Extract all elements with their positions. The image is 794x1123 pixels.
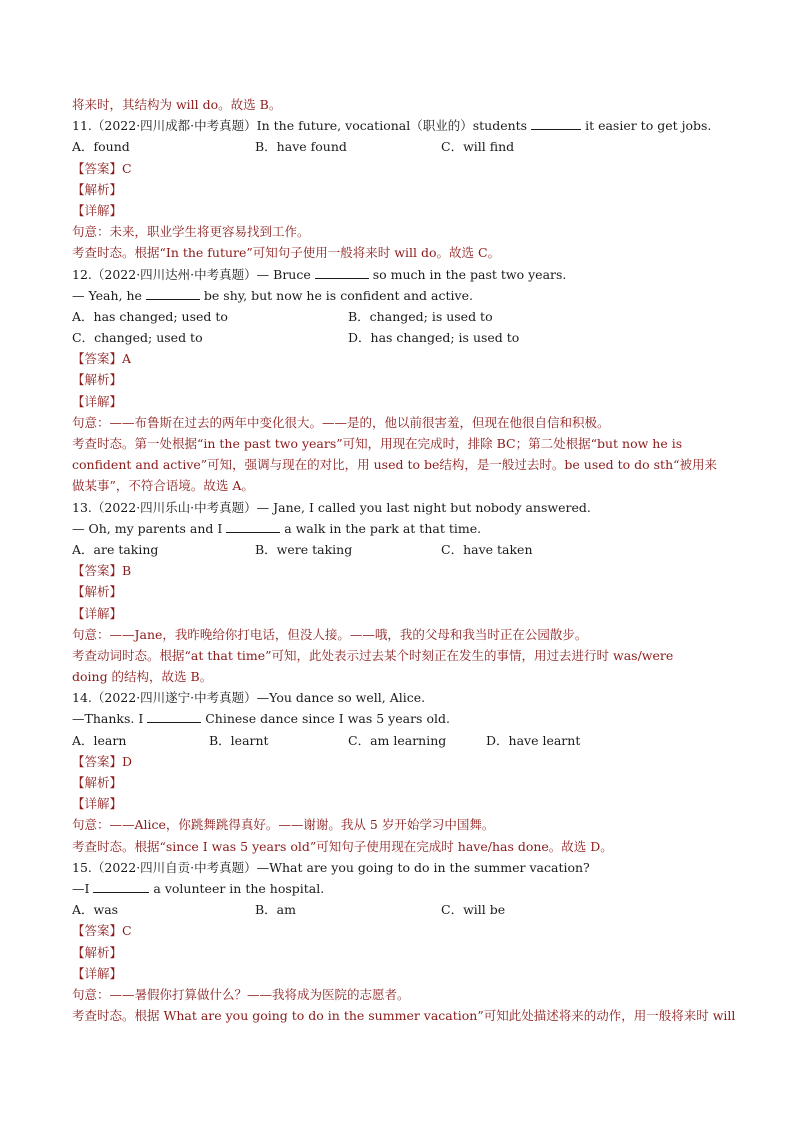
question-number: 14. (72, 690, 92, 706)
options-row (72, 730, 732, 751)
analysis-label: 【解析】 (72, 181, 123, 197)
stem-text: —You dance so well, Alice. (256, 690, 426, 706)
question-stem-2 (72, 285, 732, 306)
stem-text: —Thanks. I (72, 711, 144, 727)
option-a: A．has changed; used to (72, 308, 228, 324)
option-b: B．have found (255, 139, 347, 155)
options-row (72, 136, 732, 157)
detail-label: 【详解】 (72, 393, 123, 409)
option-a: A．learn (72, 732, 127, 748)
options-row (72, 306, 732, 327)
question-source: （2022·四川乐山·中考真题） (91, 499, 257, 515)
question-12 (72, 264, 732, 497)
explanation-line: 考查时态。根据“since I was 5 years old”可知句子使用现在完成时 have/has done。故选 D。 (72, 838, 613, 854)
question-stem-2 (72, 878, 732, 899)
explanation-line: 考查时态。第一处根据“in the past two years”可知，用现在完成时，排除 BC；第二处根据“but now he is (72, 436, 683, 451)
option-d: D．have learnt (486, 732, 581, 748)
answer-blank (531, 116, 581, 130)
stem-text: — Jane, I called you last night but nobody answered. (256, 499, 591, 515)
question-stem (72, 264, 732, 285)
detail-label: 【详解】 (72, 605, 123, 621)
meaning-text: 句意：未来，职业学生将更容易找到工作。 (72, 224, 310, 240)
question-11 (72, 115, 732, 263)
question-number: 15. (72, 859, 92, 875)
question-14 (72, 687, 732, 857)
answer-blank (93, 879, 149, 893)
analysis-label: 【解析】 (72, 944, 123, 960)
question-stem (72, 687, 732, 708)
stem-text: a walk in the park at that time. (284, 520, 482, 536)
question-stem (72, 115, 732, 136)
explanation-line: confident and active”可知，强调与现在的对比，用 used to be结构，是一般过去时。be used to do sth“被用来 (72, 457, 718, 473)
stem-text: — Bruce (256, 266, 311, 282)
option-c: C．changed; used to (72, 330, 203, 346)
stem-text: —What are you going to do in the summer vacation? (256, 859, 590, 875)
stem-text: Chinese dance since I was 5 years old. (205, 711, 450, 727)
option-a: A．are taking (72, 541, 159, 557)
stem-text: In the future, vocational（职业的）students (256, 118, 528, 134)
explanation-line: 考查时态。根据 What are you going to do in the summer vacation”可知此处描述将来的动作，用一般将来时 will (72, 1008, 736, 1024)
option-b: B．am (255, 902, 296, 918)
analysis-label: 【解析】 (72, 584, 123, 600)
answer-label: 【答案】C (72, 160, 132, 176)
stem-text: a volunteer in the hospital. (153, 880, 325, 896)
meaning-text: 句意：——Jane，我昨晚给你打电话，但没人接。——哦，我的父母和我当时正在公园散步。 (72, 626, 588, 642)
answer-blank (147, 709, 201, 723)
option-b: B．learnt (209, 732, 269, 748)
question-number: 13. (72, 499, 92, 515)
stem-text: so much in the past two years. (372, 266, 567, 282)
answer-blank (226, 519, 280, 533)
question-source: （2022·四川自贡·中考真题） (91, 859, 257, 875)
question-source: （2022·四川达州·中考真题） (91, 266, 257, 282)
options-row (72, 899, 732, 920)
option-a: A．found (72, 139, 130, 155)
meaning-text: 句意：——布鲁斯在过去的两年中变化很大。——是的，他以前很害羞，但现在他很自信和积极。 (72, 414, 610, 430)
options-row (72, 539, 732, 560)
explanation-line: 考查动词时态。根据“at that time”可知，此处表示过去某个时刻正在发生的事情，用过去进行时 was/were (72, 647, 674, 663)
analysis-label: 【解析】 (72, 372, 123, 388)
answer-label: 【答案】D (72, 753, 133, 769)
document-page (72, 94, 736, 1026)
question-15 (72, 857, 736, 1027)
stem-text: be shy, but now he is confident and active. (203, 287, 473, 303)
option-b: B．were taking (255, 541, 353, 557)
question-13 (72, 497, 732, 688)
answer-label: 【答案】B (72, 563, 132, 579)
question-source: （2022·四川成都·中考真题） (91, 118, 257, 134)
question-stem (72, 497, 732, 518)
answer-label: 【答案】C (72, 923, 132, 939)
option-c: C．will find (441, 139, 515, 155)
option-c: C．have taken (441, 541, 533, 557)
option-b: B．changed; is used to (348, 308, 493, 324)
option-c: C．am learning (348, 732, 447, 748)
stem-text: — Yeah, he (72, 287, 142, 303)
question-stem (72, 857, 732, 878)
meaning-text: 句意：——Alice，你跳舞跳得真好。——谢谢。我从 5 岁开始学习中国舞。 (72, 817, 495, 833)
stem-text: —I (72, 880, 90, 896)
explanation-line: doing 的结构，故选 B。 (72, 669, 213, 685)
explanation-line: 考查时态。根据“In the future”可知句子使用一般将来时 will do。故选 C。 (72, 245, 501, 261)
detail-label: 【详解】 (72, 965, 123, 981)
question-number: 12. (72, 266, 92, 282)
intro-tail: 将来时，其结构为 will do。故选 B。 (72, 97, 282, 112)
stem-text: it easier to get jobs. (585, 118, 712, 134)
analysis-label: 【解析】 (72, 775, 123, 790)
stem-text: — Oh, my parents and I (72, 520, 223, 536)
detail-label: 【详解】 (72, 202, 123, 218)
answer-blank (315, 265, 369, 279)
detail-label: 【详解】 (72, 796, 123, 812)
meaning-text: 句意：——暑假你打算做什么？——我将成为医院的志愿者。 (72, 986, 410, 1002)
question-source: （2022·四川遂宁·中考真题） (91, 690, 257, 706)
question-number: 11. (72, 118, 92, 134)
option-c: C．will be (441, 902, 506, 918)
options-row (72, 327, 732, 348)
explanation-line: 做某事”，不符合语境。故选 A。 (72, 478, 254, 494)
question-stem-2 (72, 708, 732, 729)
answer-label: 【答案】A (72, 351, 132, 367)
question-stem-2 (72, 518, 732, 539)
option-a: A．was (72, 902, 119, 918)
answer-blank (146, 286, 200, 300)
option-d: D．has changed; is used to (348, 330, 520, 346)
